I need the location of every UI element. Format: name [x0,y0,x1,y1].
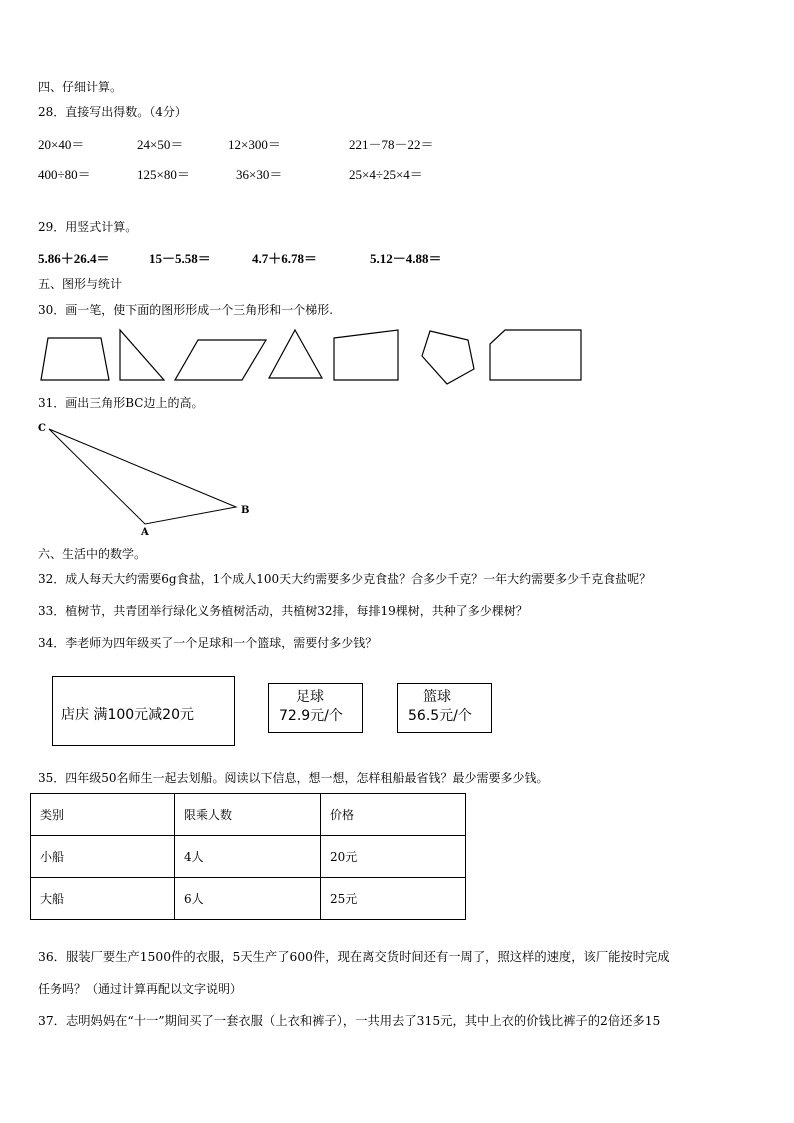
pentagon-figure [422,331,474,384]
q28-stem: 28．直接写出得数。（4分） [38,105,187,119]
q35-stem: 35．四年级50名师生一起去划船。阅读以下信息，想一想，怎样租船最省钱？最少需要多少钱。 [38,771,549,785]
q31-stem: 31．画出三角形BC边上的高。 [38,396,204,410]
vertex-label-c: C [38,423,46,434]
football-price: 72.9元/个 [279,708,343,724]
football-box [268,683,363,733]
notched-rectangle-figure [490,330,581,380]
q37-line1: 37．志明妈妈在“十一”期间买了一套衣服（上衣和裤子），一共用去了315元，其中上衣的价钱比裤子的2倍还多15 [38,1014,661,1028]
football-name: 足球 [296,689,324,705]
basketball-name: 篮球 [423,689,451,705]
q29-item: 5.86＋26.4＝ [38,251,110,266]
q29-item: 4.7＋6.78＝ [252,251,318,266]
table-header-cell: 类别 [31,794,175,836]
promo-box [52,676,235,746]
q32-stem: 32．成人每天大约需要6g食盐，1个成人100天大约需要多少克食盐？合多少千克？一年大约需要多少千克食盐呢？ [38,572,652,586]
table-header-row [31,794,466,836]
vertex-label-b: B [241,505,250,516]
triangle-abc [49,429,236,524]
q29-item: 15－5.58＝ [149,251,211,266]
quadrilateral-figure [334,330,398,380]
table-row [31,836,466,878]
table-cell: 大船 [31,878,175,920]
q30-stem: 30．画一笔，使下面的图形形成一个三角形和一个梯形. [38,303,334,317]
vertex-label-a: A [141,527,149,538]
table-row [31,878,466,920]
q29-item: 5.12－4.88＝ [370,251,442,266]
promo-text: 店庆 满100元减20元 [61,707,194,723]
table-cell: 小船 [31,836,175,878]
table-header-cell: 限乘人数 [175,794,321,836]
boat-rental-table [30,793,466,920]
right-triangle-figure [120,330,164,380]
trapezoid-figure [41,338,109,380]
q28-item: 125×80＝ [137,167,190,182]
section-6-title: 六、生活中的数学。 [38,547,147,561]
q28-item: 20×40＝ [38,137,85,152]
q36-line1: 36．服装厂要生产1500件的衣服，5天生产了600件，现在离交货时间还有一周了，照这样的速度，该厂能按时完成 [38,950,670,964]
q28-item: 24×50＝ [137,137,184,152]
basketball-box [397,683,492,733]
table-cell: 6人 [175,878,321,920]
triangle-figure [269,330,322,378]
q28-item: 36×30＝ [236,167,283,182]
q36-line2: 任务吗？（通过计算再配以文字说明） [38,982,243,996]
table-cell: 25元 [321,878,466,920]
q28-item: 25×4÷25×4＝ [349,167,423,182]
table-header-cell: 价格 [321,794,466,836]
q33-stem: 33．植树节，共青团举行绿化义务植树活动，共植树32排，每排19棵树，共种了多少棵树？ [38,604,528,618]
q29-stem: 29．用竖式计算。 [38,220,138,234]
q28-item: 400÷80＝ [38,167,91,182]
section-4-title: 四、仔细计算。 [38,80,123,94]
parallelogram-figure [175,340,266,380]
q34-stem: 34．李老师为四年级买了一个足球和一个篮球，需要付多少钱？ [38,636,378,650]
table-cell: 4人 [175,836,321,878]
table-cell: 20元 [321,836,466,878]
q28-item: 221－78－22＝ [349,137,434,152]
basketball-price: 56.5元/个 [408,708,472,724]
q28-item: 12×300＝ [228,137,281,152]
section-5-title: 五、图形与统计 [38,277,123,291]
